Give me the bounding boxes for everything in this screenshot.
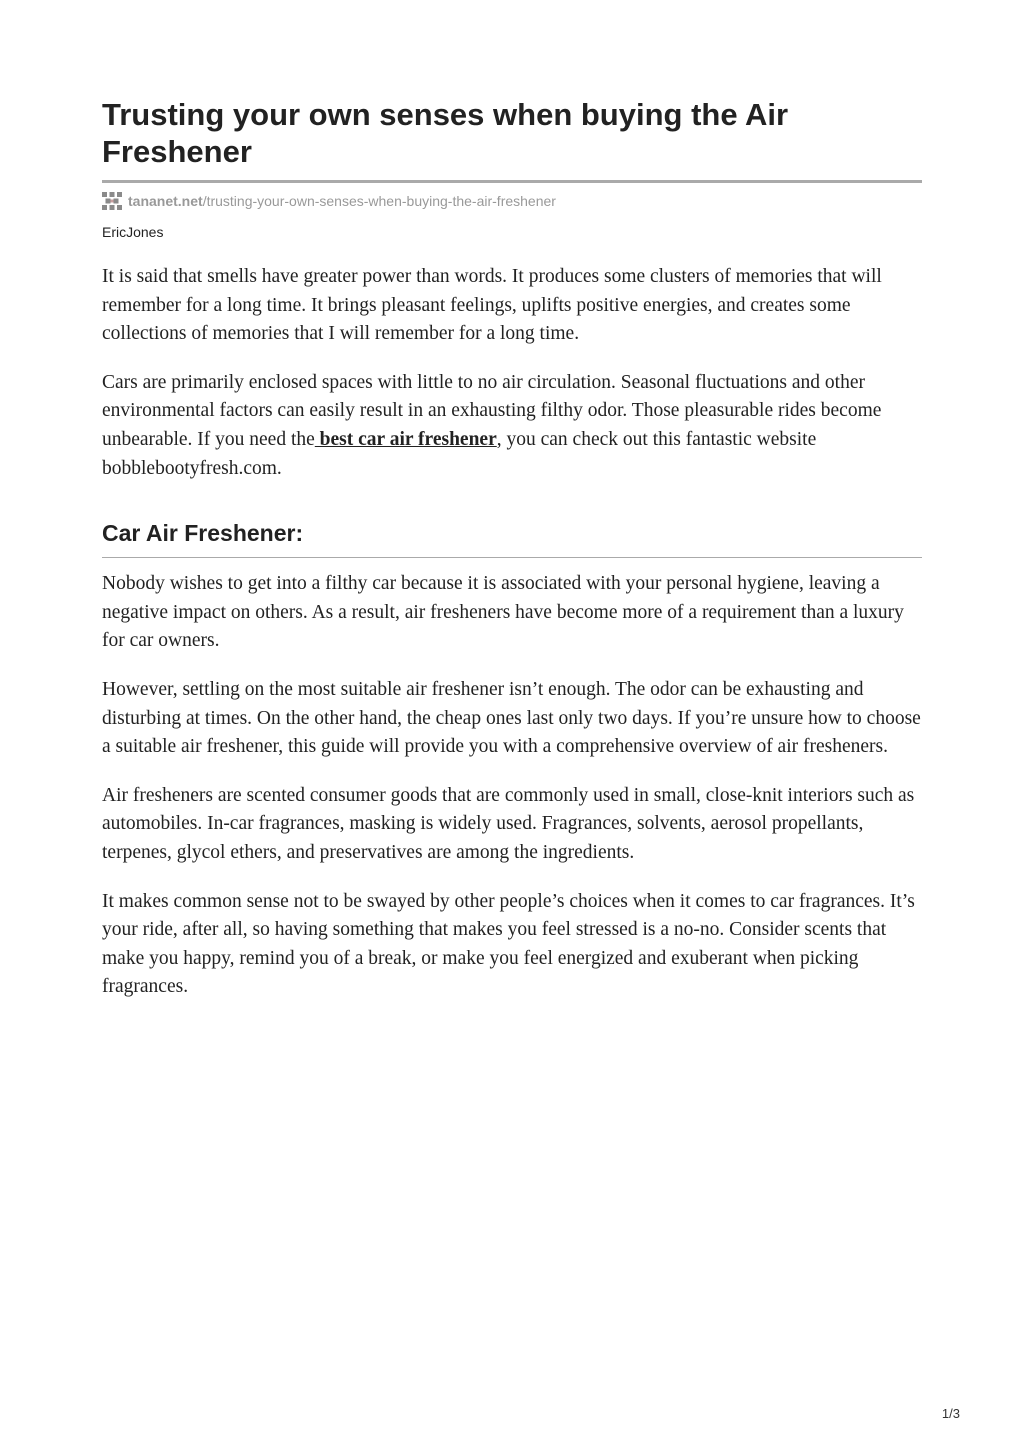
author-name: EricJones [102, 224, 164, 240]
best-car-air-freshener-link[interactable]: best car air freshener [314, 428, 497, 450]
document-page [102, 96, 922, 1002]
paragraph-cars-text-before: Cars are primarily enclosed spaces with little to no air circulation. Seasonal fluctuations and other environmental factors can easily result in an exhausting filthy odor. Those pleasurable rides become unbearable. If you need the [102, 371, 882, 450]
paragraph-ingredients: Air fresheners are scented consumer goods that are commonly used in small, close-knit interiors such as automobiles. In-car fragrances, masking is widely used. Fragrances, solvents, aerosol propellants, terpenes, glycol ethers, and preservatives are among the ingredients. [102, 784, 915, 863]
paragraph-cars [102, 369, 922, 483]
source-line [102, 191, 922, 211]
page-title: Trusting your own senses when buying the Air Freshener [102, 96, 922, 183]
site-favicon-icon [102, 192, 122, 210]
paragraph-hygiene: Nobody wishes to get into a filthy car because it is associated with your personal hygiene, leaving a negative impact on others. As a result, air fresheners have become more of a requirement than a luxury for car owners. [102, 573, 904, 652]
source-path[interactable]: /trusting-your-own-senses-when-buying-the-air-freshener [202, 193, 556, 209]
paragraph-intro: It is said that smells have greater power than words. It produces some clusters of memories that will remember for a long time. It brings pleasant feelings, uplifts positive energies, and creates some collections of memories that I will remember for a long time. [102, 266, 882, 345]
paragraph-personal-choice: It makes common sense not to be swayed by other people’s choices when it comes to car fragrances. It’s your ride, after all, so having something that makes you feel stressed is a no-no. Consider scents that make you happy, remind you of a break, or make you feel energized and exuberant when picking fragrances. [102, 890, 915, 998]
paragraph-cars-text-after: , you can check out this fantastic website bobblebootyfresh.com. [102, 428, 817, 479]
section-heading: Car Air Freshener: [102, 519, 922, 558]
page-number: 1/3 [941, 1406, 960, 1421]
source-domain[interactable]: tananet.net [128, 193, 203, 209]
paragraph-choosing: However, settling on the most suitable air freshener isn’t enough. The odor can be exhausting and disturbing at times. On the other hand, the cheap ones last only two days. If you’re unsure how to choose a suitable air freshener, this guide will provide you with a comprehensive overview of air fresheners. [102, 678, 921, 758]
